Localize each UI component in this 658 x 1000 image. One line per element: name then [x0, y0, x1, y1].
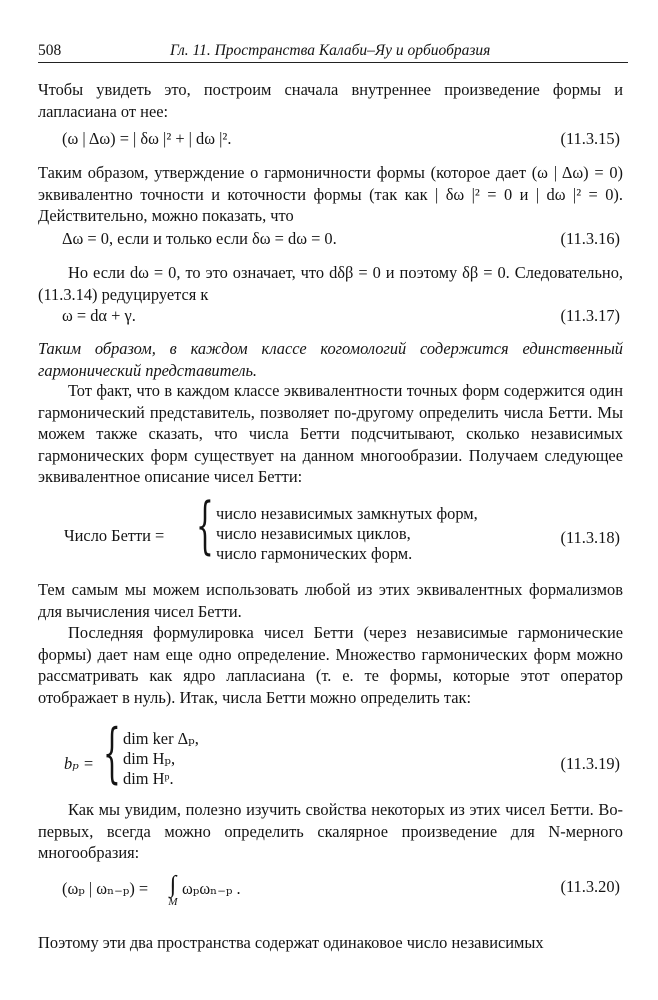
page-number: 508	[38, 42, 62, 59]
equation-11-3-20-lhs: (ωₚ | ωₙ₋ₚ) =	[62, 879, 149, 898]
paragraph-betti: Тот факт, что в каждом классе эквивалентности точных форм содержится один гармонический представитель, позволяет по-другому определить числа Бетти. Мы можем также сказать, что числа Бетти подсчитывают, сколько независимых гармонических форм существует на данном многообразии. Получаем следующее эквивалентное описание чисел Бетти:	[38, 381, 623, 486]
paragraph-formalisms: Тем самым мы можем использовать любой из этих эквивалентных формализмов для вычисления чисел Бетти.	[38, 580, 623, 621]
equation-11-3-18-lhs: Число Бетти =	[64, 526, 165, 545]
paragraph-harmonicity: Таким образом, утверждение о гармоничности формы (которое дает (ω | Δω) = 0) эквивалентно точности и коточности формы (так как | δω |² = 0 и | dω |² = 0). Действительно, можно показать, что	[38, 163, 623, 225]
integral-domain: M	[168, 896, 178, 908]
paragraph-last-formulation: Последняя формулировка чисел Бетти (через независимые гармонические формы) дает нам еще одно определение. Множество гармонических форм можно рассматривать как ядро лапласиана (т. е. те формы, которые этот оператор отображает в нуль). Итак, числа Бетти можно определить так:	[38, 623, 623, 707]
equation-11-3-20-rhs: ωₚωₙ₋ₚ .	[182, 879, 241, 898]
left-brace: {	[196, 489, 214, 562]
equation-11-3-16: Δω = 0, если и только если δω = dω = 0.	[62, 229, 337, 248]
case-dim-ker: dim ker Δₚ,	[123, 729, 199, 748]
paragraph-theorem: Таким образом, в каждом классе когомологий содержится единственный гармонический представитель.	[38, 339, 623, 380]
header-rule	[38, 62, 628, 63]
equation-11-3-17: ω = dα + γ.	[62, 306, 136, 325]
integral-sign	[166, 873, 180, 907]
paragraph-intro: Чтобы увидеть это, построим сначала внутреннее произведение формы и лапласиана от нее:	[38, 80, 623, 121]
equation-11-3-18-cases	[216, 504, 478, 564]
case-cycles: число независимых циклов,	[216, 524, 411, 543]
case-dim-homology: dim Hₚ,	[123, 749, 176, 768]
equation-number-11-3-15: (11.3.15)	[560, 129, 620, 148]
equation-number-11-3-16: (11.3.16)	[560, 229, 620, 248]
page-header	[38, 40, 628, 62]
equation-11-3-19-lhs: bₚ =	[64, 754, 94, 773]
running-title: Гл. 11. Пространства Калаби–Яу и орбиобразия	[170, 42, 491, 59]
case-harmonic-forms: число гармонических форм.	[216, 544, 413, 563]
paragraph-scalar-product: Как мы увидим, полезно изучить свойства некоторых из этих чисел Бетти. Во-первых, всегда можно определить скалярное произведение для N-мерного многообразия:	[38, 800, 623, 862]
equation-11-3-19-cases	[123, 729, 199, 789]
equation-number-11-3-19: (11.3.19)	[560, 754, 620, 773]
case-dim-cohomology: dim Hᵖ.	[123, 769, 174, 788]
paragraph-final: Поэтому эти два пространства содержат одинаковое число независимых	[38, 933, 544, 952]
equation-number-11-3-20: (11.3.20)	[560, 877, 620, 896]
paragraph-reduction: Но если dω = 0, то это означает, что dδβ = 0 и поэтому δβ = 0. Следовательно, (11.3.14) редуцируется к	[38, 263, 623, 304]
case-closed-forms: число независимых замкнутых форм,	[216, 504, 478, 523]
equation-number-11-3-18: (11.3.18)	[560, 528, 620, 547]
equation-11-3-15: (ω | Δω) = | δω |² + | dω |².	[62, 129, 232, 148]
left-brace: {	[103, 715, 121, 791]
equation-number-11-3-17: (11.3.17)	[560, 306, 620, 325]
integral-symbol: ∫	[169, 872, 177, 898]
